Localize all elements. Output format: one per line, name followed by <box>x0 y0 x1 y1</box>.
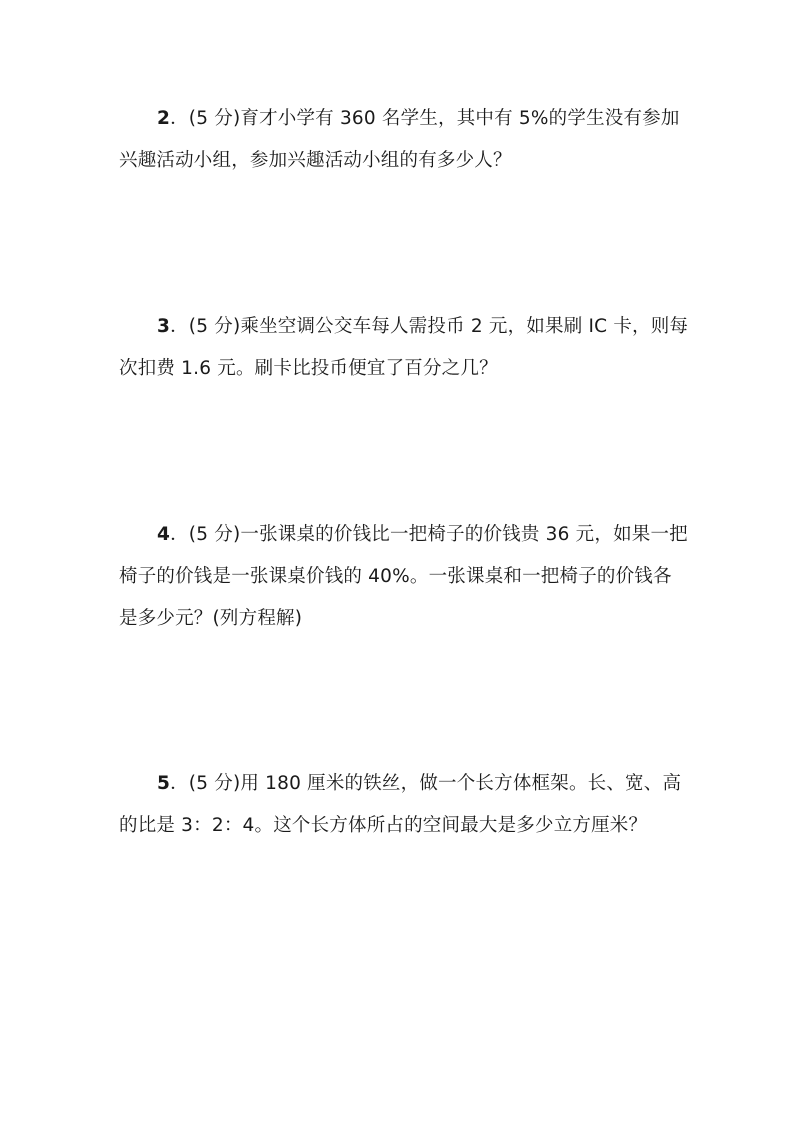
question-2-line-1 <box>119 98 679 140</box>
question-5-text-1: ．(5 分)用 180 厘米的铁丝，做一个长方体框架。长、宽、高 <box>170 773 682 794</box>
question-2-text-1: ．(5 分)育才小学有 360 名学生，其中有 5%的学生没有参加 <box>170 108 680 129</box>
question-4-line-2: 椅子的价钱是一张课桌价钱的 40%。一张课桌和一把椅子的价钱各 <box>119 566 672 587</box>
question-5 <box>119 763 682 847</box>
question-3-text-1: ．(5 分)乘坐空调公交车每人需投币 2 元，如果刷 IC 卡，则每 <box>170 316 689 337</box>
question-5-number: 5 <box>157 773 171 794</box>
question-4-number: 4 <box>157 524 171 545</box>
question-3 <box>119 306 689 390</box>
question-4-line-3: 是多少元？(列方程解) <box>119 608 303 629</box>
question-4 <box>119 514 688 640</box>
question-4-text-1: ．(5 分)一张课桌的价钱比一把椅子的价钱贵 36 元，如果一把 <box>170 524 688 545</box>
question-5-line-2: 的比是 3：2：4。这个长方体所占的空间最大是多少立方厘米？ <box>119 815 648 836</box>
question-2 <box>119 98 679 182</box>
question-3-number: 3 <box>157 316 171 337</box>
question-4-line-1 <box>119 514 688 556</box>
question-2-line-2: 兴趣活动小组，参加兴趣活动小组的有多少人？ <box>119 150 512 171</box>
question-3-line-1 <box>119 306 689 348</box>
question-5-line-1 <box>119 763 682 805</box>
question-2-number: 2 <box>157 108 171 129</box>
question-3-line-2: 次扣费 1.6 元。刷卡比投币便宜了百分之几？ <box>119 358 498 379</box>
